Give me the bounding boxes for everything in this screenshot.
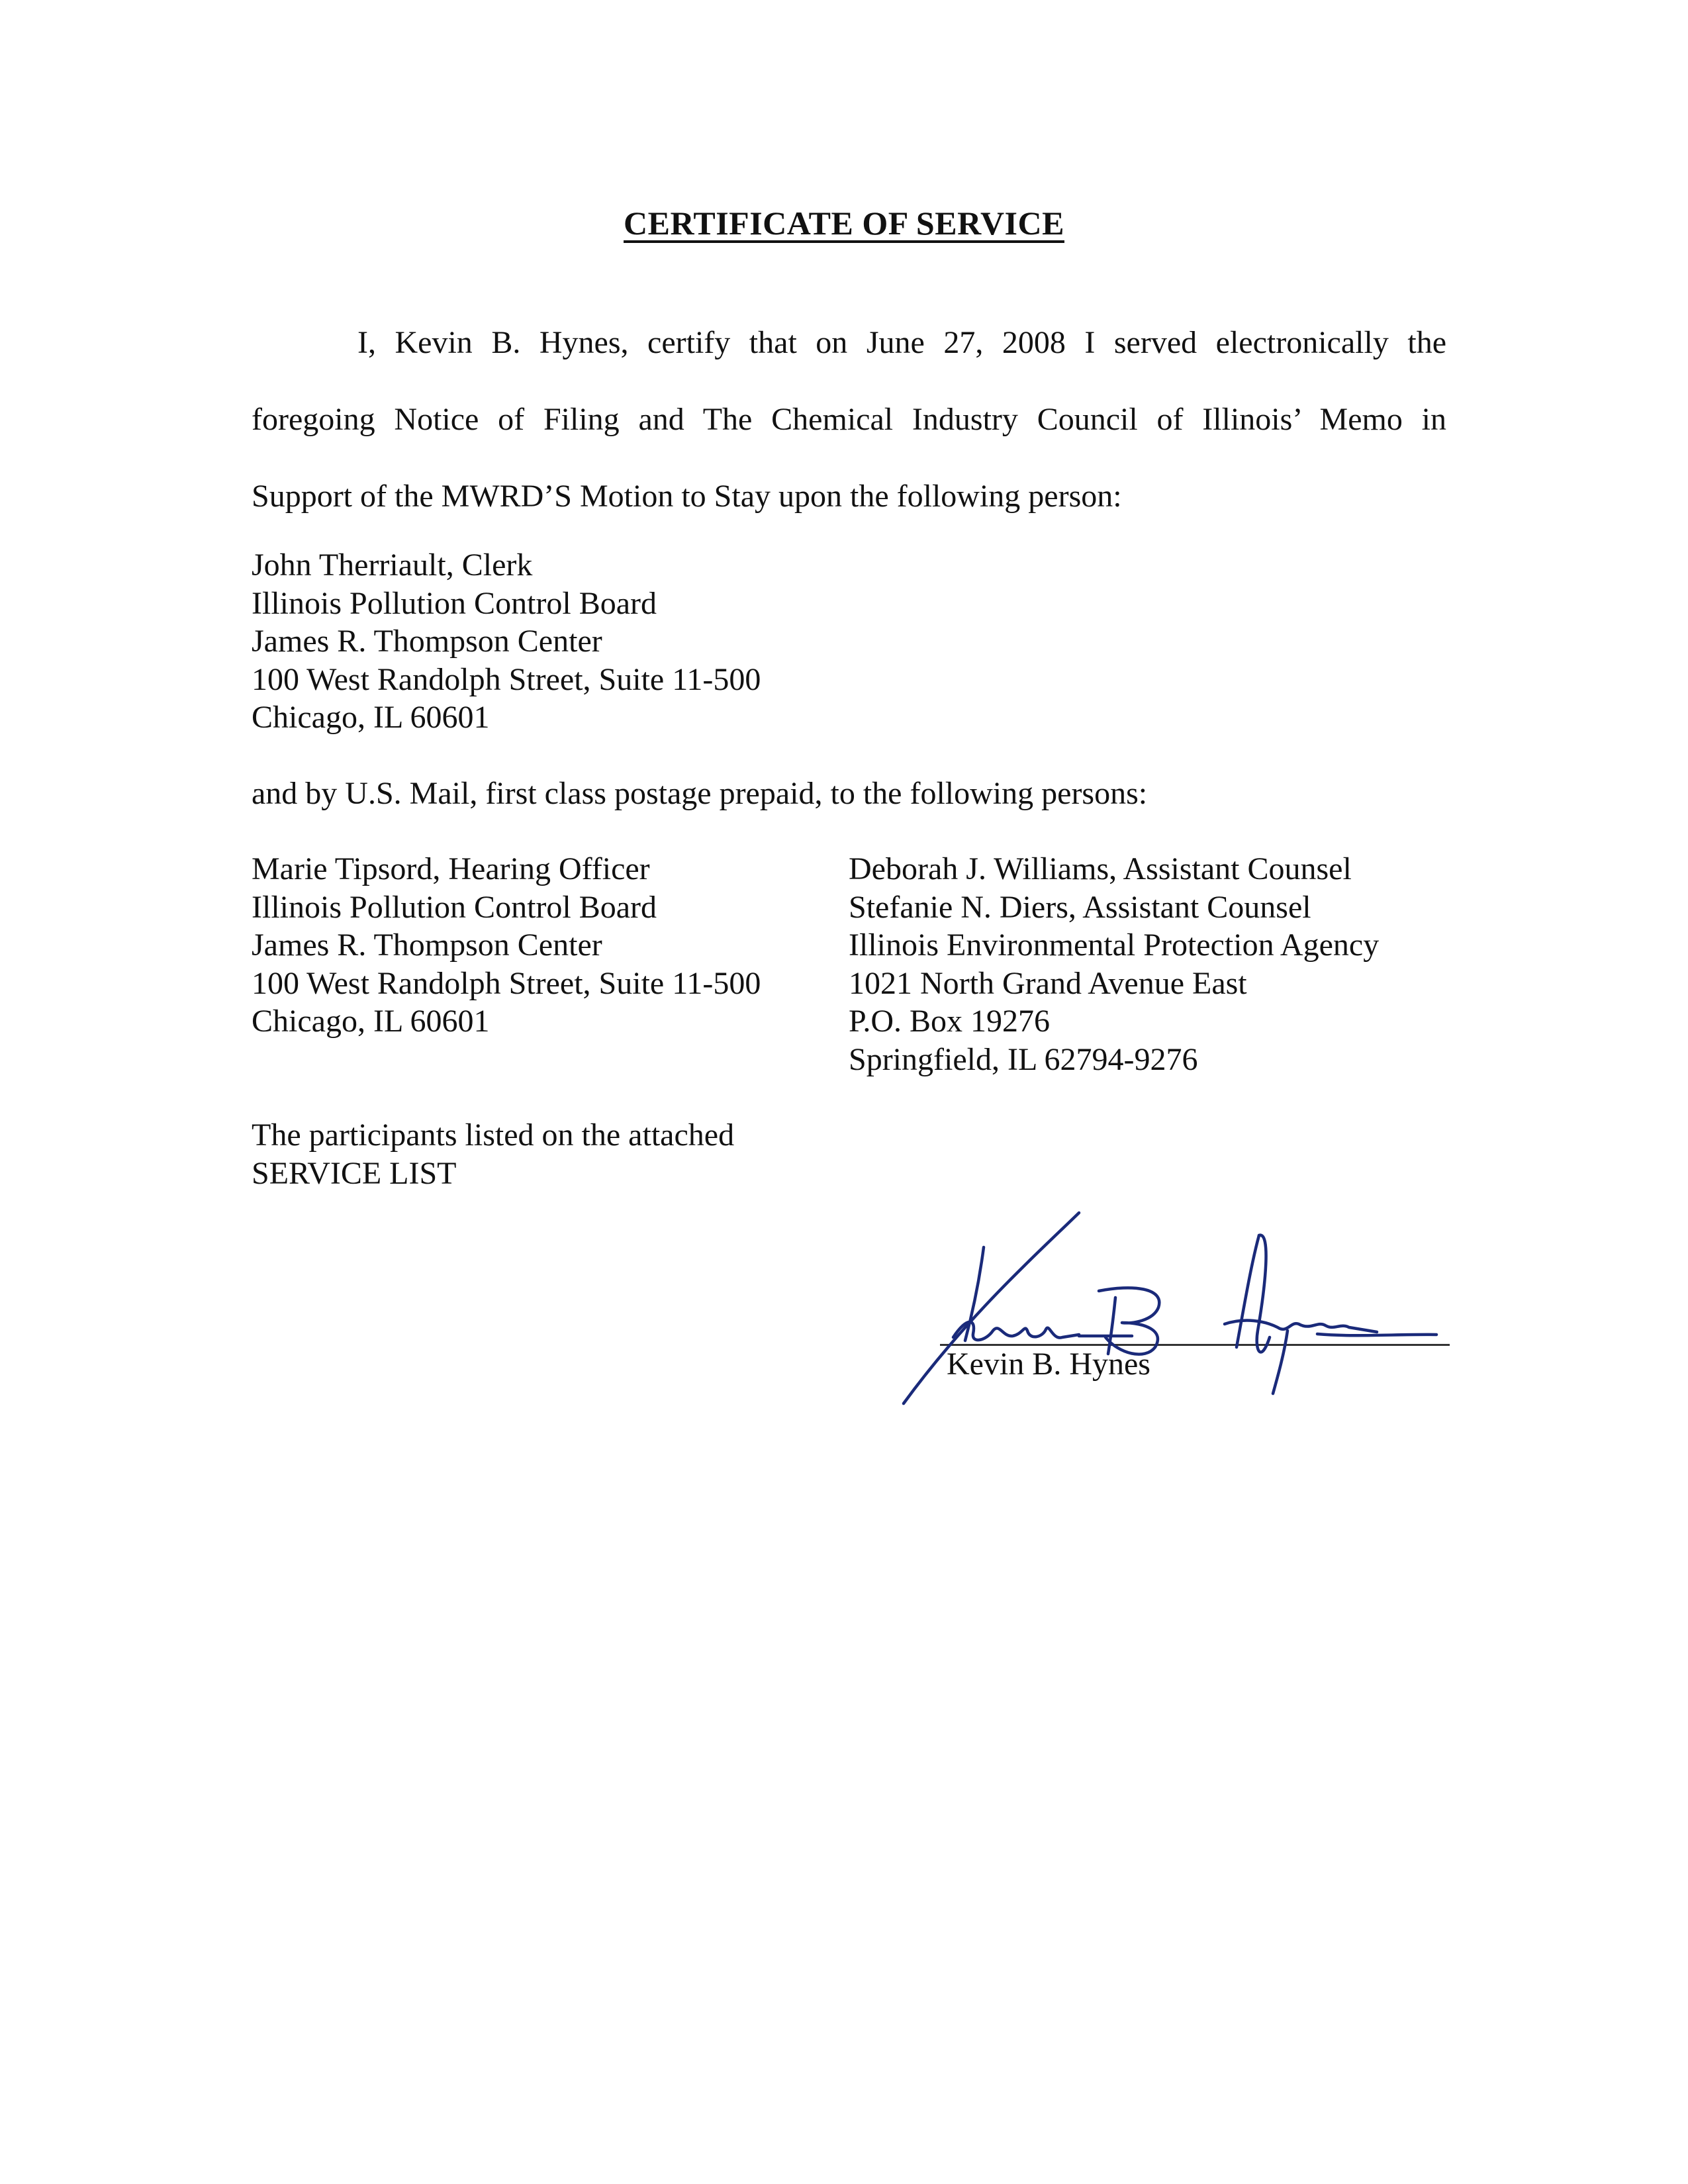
address-line: Springfield, IL 62794-9276 [849,1041,1198,1077]
address-line: James R. Thompson Center [252,624,602,659]
address-line: Illinois Environmental Protection Agency [849,927,1380,963]
electronic-recipient-address [252,546,761,737]
certification-paragraph [252,305,1446,535]
participants-line: The participants listed on the attached [252,1117,735,1153]
address-line: Deborah J. Williams, Assistant Counsel [849,851,1352,886]
address-line: 1021 North Grand Avenue East [849,965,1247,1001]
address-line: Illinois Pollution Control Board [252,585,657,621]
address-line: James R. Thompson Center [252,927,602,963]
mail-intro-text: and by U.S. Mail, first class postage prepaid, to the following persons: [252,776,1148,811]
participants-note [252,1116,734,1192]
address-line: Marie Tipsord, Hearing Officer [252,851,650,886]
address-line: Chicago, IL 60601 [252,700,490,735]
address-line: John Therriault, Clerk [252,547,533,583]
handwritten-signature-icon [854,1205,1476,1423]
signature-printed-name: Kevin B. Hynes [947,1347,1150,1382]
address-line: Chicago, IL 60601 [252,1004,490,1039]
signature-block [854,1205,1476,1423]
address-line: Illinois Pollution Control Board [252,889,657,925]
mail-recipient-right-address [849,850,1379,1078]
address-line: Stefanie N. Diers, Assistant Counsel [849,889,1311,925]
certification-line-2: foregoing Notice of Filing and The Chemical Industry Council of Illinois’ Memo in [252,402,1446,437]
certification-line-1: I, Kevin B. Hynes, certify that on June 27, 2008 I served electronically the [357,325,1446,360]
document-title-text: CERTIFICATE OF SERVICE [624,205,1064,242]
certification-line-3: Support of the MWRD’S Motion to Stay upon the following person: [252,479,1122,514]
address-line: P.O. Box 19276 [849,1004,1051,1039]
document-title [0,204,1688,242]
participants-line: SERVICE LIST [252,1155,457,1191]
mail-recipient-left-address [252,850,761,1041]
address-line: 100 West Randolph Street, Suite 11-500 [252,965,761,1001]
mail-intro [252,775,1147,813]
address-line: 100 West Randolph Street, Suite 11-500 [252,661,761,697]
